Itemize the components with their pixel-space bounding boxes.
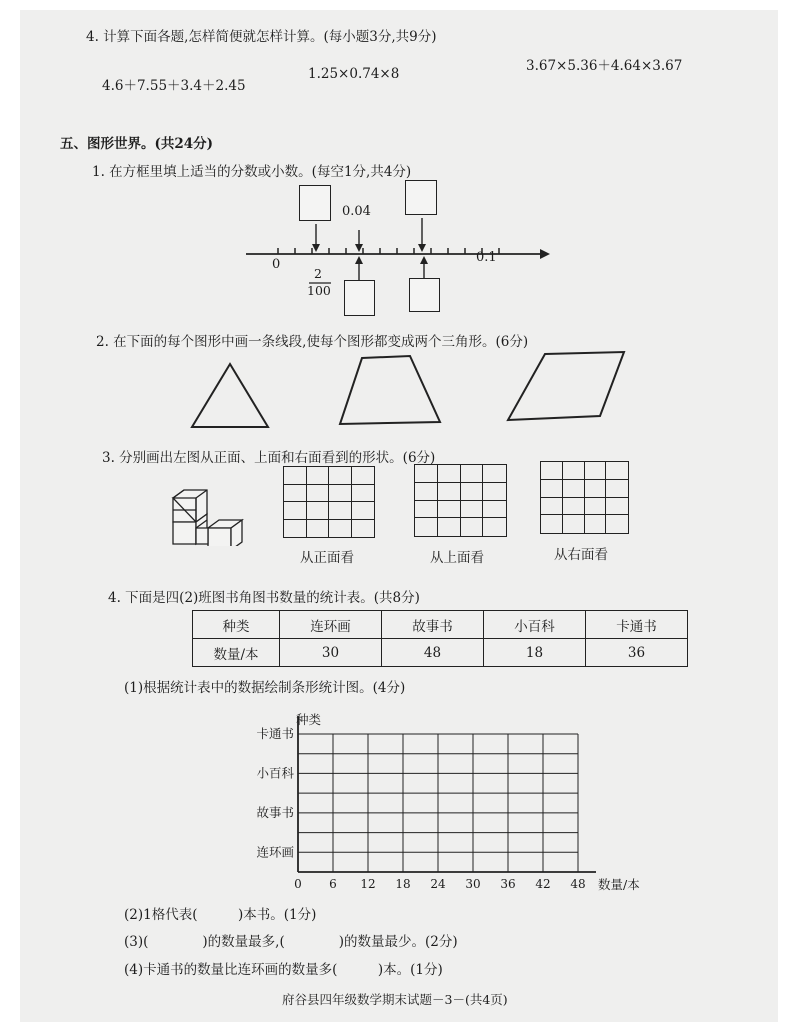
table-cell: 36 [586,639,688,667]
stats-table [192,610,688,667]
label-0-1: 0.1 [476,250,497,265]
answer-box-bottom-2[interactable] [409,278,440,312]
number-line-figure [20,180,778,330]
top-view-grid[interactable] [414,464,507,537]
label-0-04: 0.04 [342,204,371,219]
y-axis-label: 种类 [296,712,322,727]
table-cell: 18 [484,639,586,667]
answer-box-bottom-1[interactable] [344,280,375,316]
number-line-arrow [540,249,550,259]
x-tick-label: 36 [500,877,516,891]
caption-right: 从右面看 [554,547,608,563]
q4-sub1: (1)根据统计表中的数据绘制条形统计图。(4分) [124,680,406,696]
y-category-label: 连环画 [256,844,294,860]
trapezoid-shape [340,356,440,424]
q2-title: 2. 在下面的每个图形中画一条线段,使每个图形都变成两个三角形。(6分) [96,334,529,350]
q4-sub2: (2)1格代表( )本书。(1分) [124,907,317,923]
parallelogram-shape [508,352,624,420]
shapes-figure [20,350,778,440]
arrow-down-icon [312,244,320,252]
q1-title: 1. 在方框里填上适当的分数或小数。(每空1分,共4分) [92,164,412,180]
q4-sub3: (3)( )的数量最多,( )的数量最少。(2分) [124,934,458,950]
front-view-grid[interactable] [283,466,375,538]
x-axis-label: 数量/本 [598,877,640,892]
right-view-grid[interactable] [540,461,629,534]
table-header-row [193,611,688,639]
table-cell: 卡通书 [586,611,688,639]
table-cell: 30 [280,639,382,667]
caption-top: 从上面看 [430,550,484,566]
arrow-down-icon [355,244,363,252]
answer-box-top-1[interactable] [299,185,331,221]
x-tick-label: 6 [329,877,337,891]
y-category-label: 小百科 [256,765,294,781]
arrow-up-icon [355,256,363,264]
x-tick-label: 0 [294,877,302,891]
triangle-shape [192,364,268,427]
y-category-label: 故事书 [256,804,294,820]
table-cell: 种类 [193,611,280,639]
x-tick-label: 48 [570,877,586,891]
label-0: 0 [272,257,281,272]
q4-sub4: (4)卡通书的数量比连环画的数量多( )本。(1分) [124,962,443,978]
calc-expr-1: 4.6＋7.55＋3.4＋2.45 [102,78,246,94]
table-row [193,639,688,667]
page-footer: 府谷县四年级数学期末试题－3－(共4页) [282,992,508,1007]
caption-front: 从正面看 [300,550,354,566]
answer-box-top-2[interactable] [405,180,437,215]
x-tick-label: 12 [360,877,376,891]
q3-title: 3. 分别画出左图从正面、上面和右面看到的形状。(6分) [102,450,436,466]
fraction-numerator: 2 [314,266,322,281]
table-cell: 连环画 [280,611,382,639]
x-tick-label: 18 [395,877,411,891]
x-tick-label: 42 [535,877,551,891]
calc-expr-2: 1.25×0.74×8 [308,66,400,82]
calc-expr-3: 3.67×5.36＋4.64×3.67 [526,58,683,74]
table-cell: 48 [382,639,484,667]
q4-calc-title: 4. 计算下面各题,怎样简便就怎样计算。(每小题3分,共9分) [86,29,437,45]
section-5-heading: 五、图形世界。(共24分) [60,136,214,152]
arrow-down-icon [418,244,426,252]
fraction-denominator: 100 [307,283,331,298]
table-cell: 故事书 [382,611,484,639]
cube-stack-figure [168,480,248,546]
bar-chart[interactable] [210,696,650,896]
exam-page [20,10,778,1022]
y-category-label: 卡通书 [256,726,294,741]
table-cell: 数量/本 [193,639,280,667]
x-tick-label: 30 [465,877,481,891]
arrow-up-icon [420,256,428,264]
x-tick-label: 24 [430,877,446,891]
q4-table-title: 4. 下面是四(2)班图书角图书数量的统计表。(共8分) [108,590,420,606]
table-cell: 小百科 [484,611,586,639]
